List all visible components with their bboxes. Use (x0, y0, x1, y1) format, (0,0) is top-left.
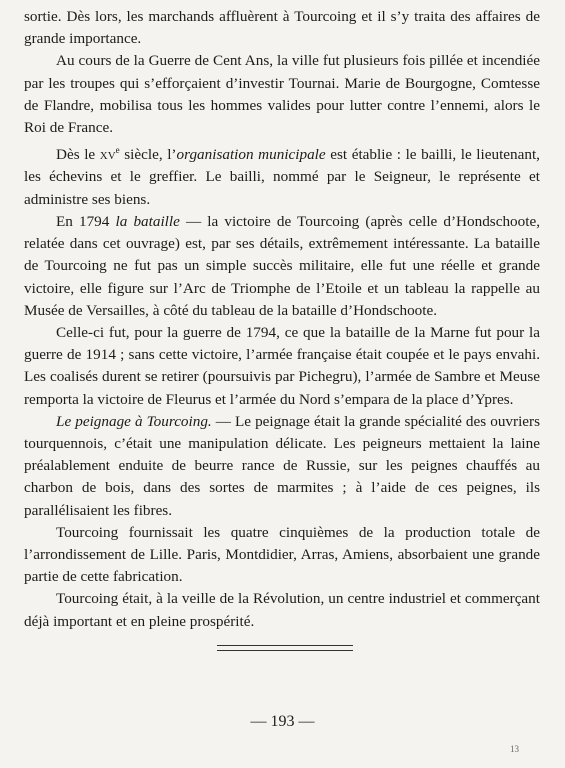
paragraph (24, 211, 540, 322)
italic-term: la bataille (115, 212, 180, 230)
divider-rule (217, 650, 353, 651)
body-text (24, 6, 540, 633)
paragraph-mid: siècle, l’ (119, 146, 177, 164)
paragraph (24, 411, 540, 522)
section-heading: Le peignage à Tourcoing. (56, 412, 212, 430)
page-number: — 193 — (250, 713, 315, 730)
paragraph-text: — Le peignage était la grande spécialité des ouvriers tourquennois, c’était une manipulation délicate. Les peigneurs mettaient la laine préalablement enduite de beurre rance de Russie, sur les peignes chauffés au charbon de bois, dans des sortes de marmites ; à l’aide de ces peignes, ils parallélisaient les fibres. (24, 412, 540, 519)
paragraph-lead: Dès le (56, 146, 100, 164)
paragraph-lead: En 1794 (56, 212, 116, 230)
paragraph-text: est établie : le bailli, le lieutenant, les échevins et le greffier. Le bailli, nommé par le Seigneur, le représente et administre ses biens. (24, 146, 540, 208)
paragraph-text: Au cours de la Guerre de Cent Ans, la ville fut plusieurs fois pillée et incendiée par les troupes qui s’efforçaient d’investir Tournai. Marie de Bourgogne, Comtesse de Flandre, mobilisa tous les hommes valides pour lutter contre l’ennemi, alors le Roi de France. (24, 52, 540, 137)
century-numeral: xv (99, 146, 116, 164)
paragraph-text: Celle-ci fut, pour la guerre de 1794, ce que la bataille de la Marne fut pour la guerre de 1914 ; sans cette victoire, l’armée française était coupée et le pays envahi. Les coalisés durent se retirer (poursuivis par Pichegru), l’armée de Sambre et Meuse remporta la victoire de Fleurus et l’armée du Nord s’empara de la place d’Ypres. (24, 323, 540, 408)
sheet-number: 13 (510, 744, 519, 754)
divider-rule (217, 645, 353, 646)
paragraph-text: sortie. Dès lors, les marchands affluèrent à Tourcoing et il s’y traita des affaires de grande importance. (24, 8, 540, 48)
paragraph-text: — la victoire de Tourcoing (après celle d’Hondschoote, relatée dans cet ouvrage) est, par ses détails, extrêmement intéressante. La bataille de Tourcoing ne fut pas un simple succès militaire, elle fut une réelle et grande victoire, elle figure sur l’Arc de Triomphe de l’Etoile et un tableau la rappelle au Musée de Versailles, à côté du tableau de la bataille d’Hondschoote. (24, 212, 540, 319)
paragraph-text: Tourcoing était, à la veille de la Révolution, un centre industriel et commerçant déjà important et en pleine prospérité. (24, 590, 540, 630)
paragraph (24, 6, 540, 50)
paragraph (24, 322, 540, 411)
century-superscript: e (115, 145, 120, 156)
paragraph (24, 50, 540, 139)
paragraph (24, 139, 540, 211)
paragraph-text: Tourcoing fournissait les quatre cinquièmes de la production totale de l’arrondissement de Lille. Paris, Montdidier, Arras, Amiens, absorbaient une grande partie de cette fabrication. (24, 523, 540, 586)
italic-term: organisation municipale (176, 146, 326, 164)
paragraph (24, 522, 540, 589)
paragraph (24, 588, 540, 632)
